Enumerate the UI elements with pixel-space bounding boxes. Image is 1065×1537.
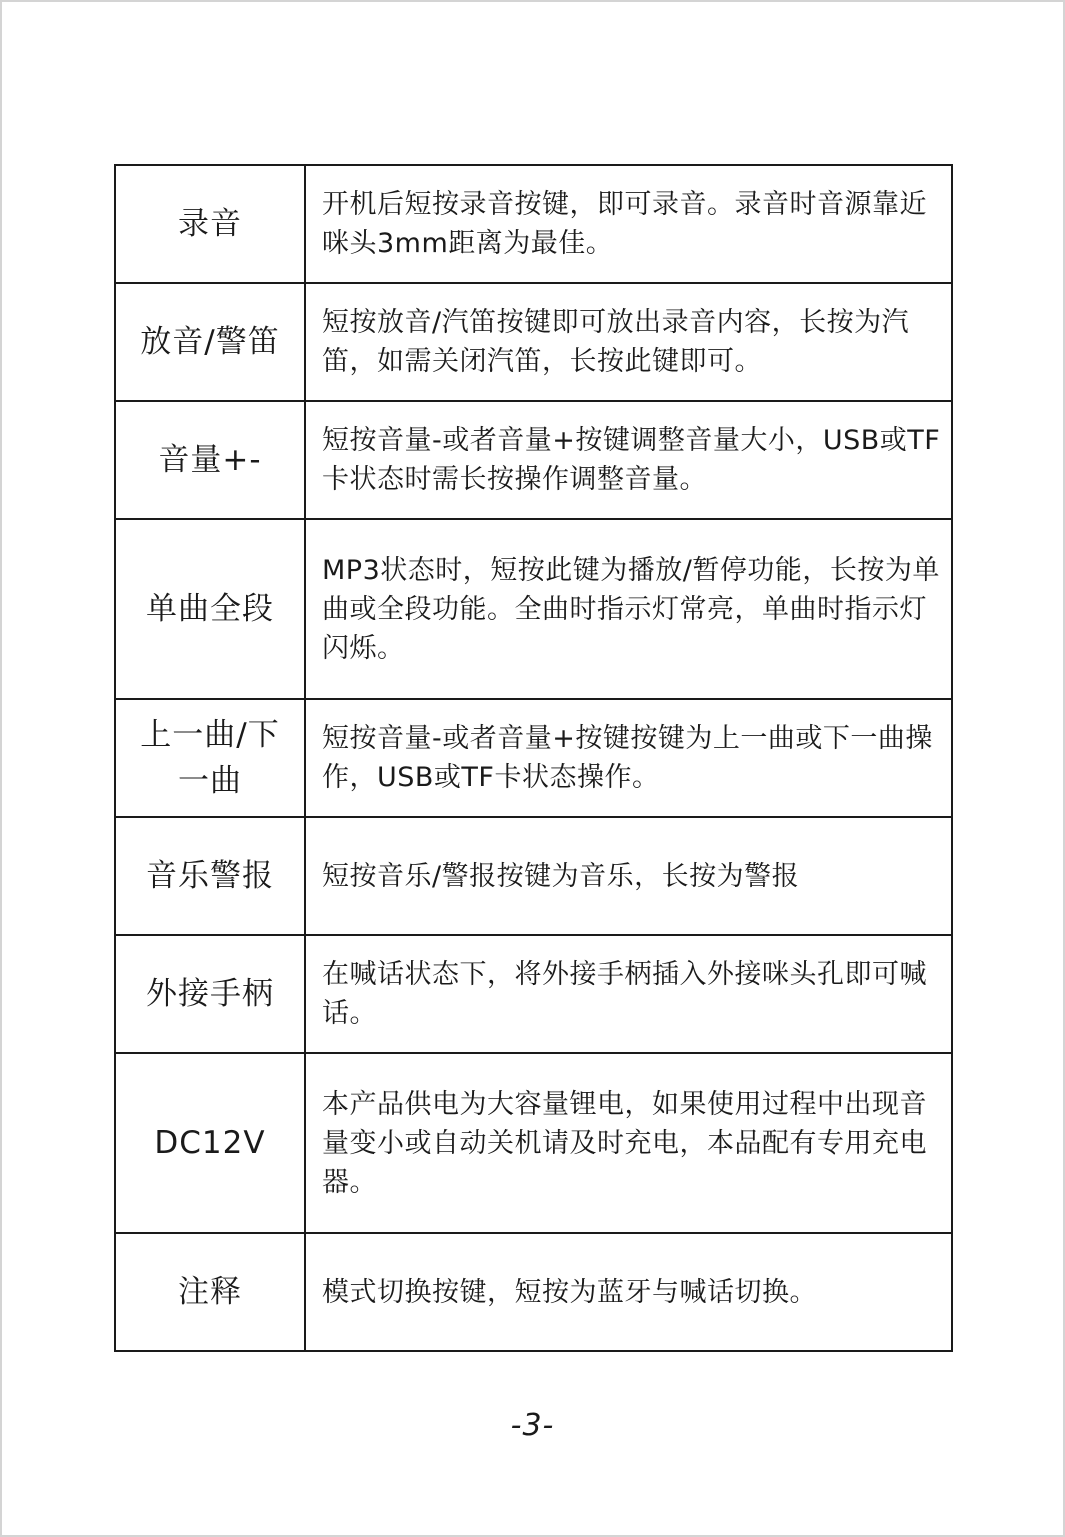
page-number: -3-: [510, 1408, 555, 1443]
table-row: [115, 699, 952, 817]
function-name: 录音: [115, 165, 305, 283]
function-description: 短按音量-或者音量+按键调整音量大小，USB或TF卡状态时需长按操作调整音量。: [305, 401, 952, 519]
function-table: [114, 164, 953, 1352]
table-row: [115, 519, 952, 699]
function-name: 放音/警笛: [115, 283, 305, 401]
table-row: [115, 283, 952, 401]
table-row: [115, 165, 952, 283]
function-description: 本产品供电为大容量锂电，如果使用过程中出现音量变小或自动关机请及时充电，本品配有专用充电器。: [305, 1053, 952, 1233]
table-row: [115, 935, 952, 1053]
function-description: MP3状态时，短按此键为播放/暂停功能，长按为单曲或全段功能。全曲时指示灯常亮，单曲时指示灯闪烁。: [305, 519, 952, 699]
table-row: [115, 1233, 952, 1351]
function-name: 单曲全段: [115, 519, 305, 699]
table-row: [115, 1053, 952, 1233]
function-description: 在喊话状态下，将外接手柄插入外接咪头孔即可喊话。: [305, 935, 952, 1053]
table-row: [115, 401, 952, 519]
function-name: 外接手柄: [115, 935, 305, 1053]
function-description: 开机后短按录音按键，即可录音。录音时音源靠近咪头3mm距离为最佳。: [305, 165, 952, 283]
function-name: 音乐警报: [115, 817, 305, 935]
function-description: 短按音量-或者音量+按键按键为上一曲或下一曲操作，USB或TF卡状态操作。: [305, 699, 952, 817]
function-description: 短按音乐/警报按键为音乐，长按为警报: [305, 817, 952, 935]
function-name: 注释: [115, 1233, 305, 1351]
function-description: 模式切换按键，短按为蓝牙与喊话切换。: [305, 1233, 952, 1351]
function-name: DC12V: [115, 1053, 305, 1233]
table-row: [115, 817, 952, 935]
function-name: 上一曲/下一曲: [115, 699, 305, 817]
function-description: 短按放音/汽笛按键即可放出录音内容，长按为汽笛，如需关闭汽笛，长按此键即可。: [305, 283, 952, 401]
function-name: 音量+-: [115, 401, 305, 519]
